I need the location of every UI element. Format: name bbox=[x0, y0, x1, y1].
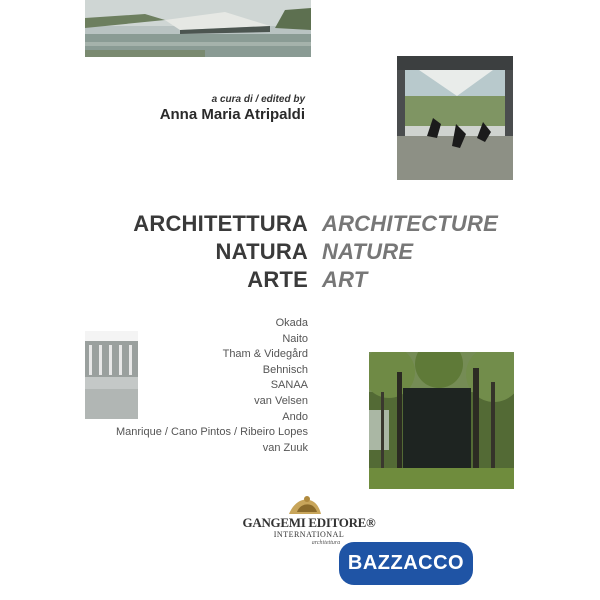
photo-building-waterfront bbox=[85, 0, 311, 57]
publisher-international: INTERNATIONAL bbox=[273, 530, 345, 539]
title-italian-natura: NATURA bbox=[215, 239, 308, 264]
title-italian-arte: ARTE bbox=[247, 267, 308, 292]
title-italian-architettura: ARCHITETTURA bbox=[133, 211, 308, 236]
photo-forest-building bbox=[369, 352, 514, 489]
publisher-name: GANGEMI EDITORE® bbox=[242, 515, 376, 530]
contributor: van Zuuk bbox=[262, 441, 308, 454]
contributor: Behnisch bbox=[262, 363, 308, 376]
contributor: Tham & Videgård bbox=[222, 348, 308, 361]
title-english-architecture: ARCHITECTURE bbox=[322, 211, 498, 236]
contributor: Naito bbox=[282, 332, 308, 345]
photo-glass-pavilion bbox=[397, 56, 513, 180]
bazzacco-badge: BAZZACCO bbox=[339, 542, 473, 585]
publisher-logo-icon bbox=[285, 494, 325, 516]
contributor: van Velsen bbox=[254, 394, 308, 407]
editor-label: a cura di / edited by bbox=[211, 94, 305, 105]
contributor: Manrique / Cano Pintos / Ribeiro Lopes bbox=[116, 426, 308, 439]
editor-name: Anna Maria Atripaldi bbox=[159, 106, 305, 123]
contributors-list bbox=[116, 316, 308, 456]
title-english-nature: NATURE bbox=[322, 239, 414, 264]
title-english-art: ART bbox=[322, 267, 368, 292]
contributor: SANAA bbox=[270, 379, 308, 392]
contributor: Ando bbox=[282, 410, 308, 423]
publisher-series: architettura bbox=[311, 540, 341, 546]
contributor: Okada bbox=[275, 317, 308, 329]
